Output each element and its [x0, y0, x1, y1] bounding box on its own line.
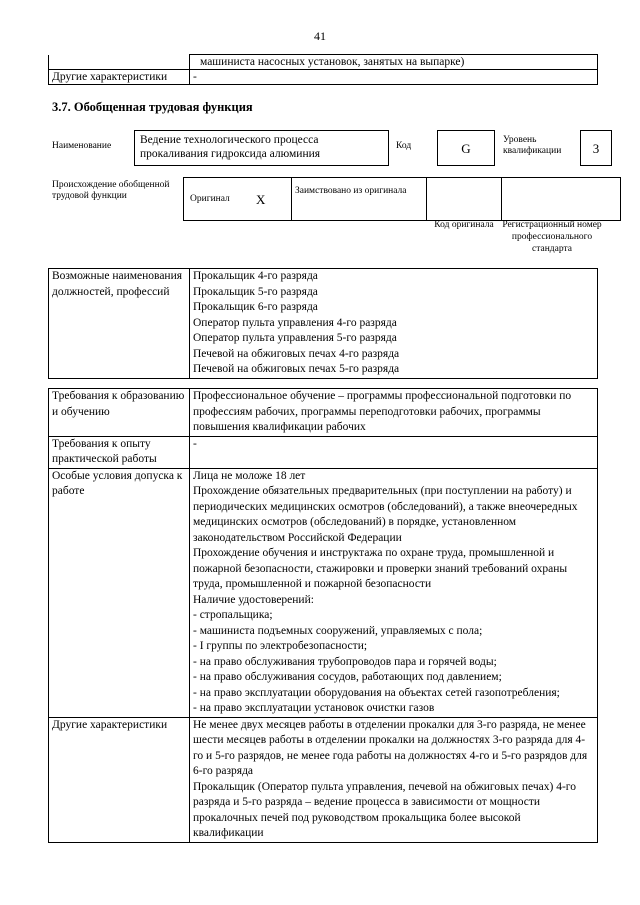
name-value: Ведение технологического процесса прокаливания гидроксида алюминия — [134, 130, 389, 166]
page-number: 41 — [314, 29, 326, 43]
code-value: G — [437, 130, 495, 166]
table-cell — [49, 55, 190, 70]
list-item: Оператор пульта управления 5-го разряда — [193, 332, 397, 344]
list-item: Прокальщик 5-го разряда — [193, 285, 318, 298]
table-row — [49, 55, 598, 70]
original-label: Оригинал — [184, 178, 254, 221]
positions-label: Возможные наименования должностей, профессий — [49, 269, 190, 379]
list-item: Печевой на обжиговых печах 4-го разряда — [193, 347, 400, 360]
continuation-table — [48, 54, 598, 85]
positions-table — [48, 268, 598, 379]
text-line: - на право обслуживания трубопроводов пара и горячей воды; — [193, 655, 497, 668]
origin-table — [183, 177, 621, 221]
table-cell — [427, 178, 502, 221]
text-line: Прохождение обучения и инструктажа по охране труда, промышленной и пожарной безопасности, стажировки и проверки знаний требований охраны труда, промышленной и пожарной безопасности — [193, 547, 568, 590]
row-value — [190, 468, 598, 717]
table-cell: машиниста насосных установок, занятых на выпарке) — [190, 55, 598, 70]
table-row — [49, 269, 598, 379]
table-row — [49, 389, 598, 437]
list-item: Прокальщик 4-го разряда — [193, 270, 318, 282]
text-line: - I группы по электробезопасности; — [193, 640, 368, 652]
list-item: Оператор пульта управления 4-го разряда — [193, 316, 397, 329]
row-label: Другие характеристики — [49, 70, 190, 85]
name-label: Наименование — [52, 141, 112, 151]
row-value — [190, 389, 598, 437]
text-line: - на право эксплуатации установок очистки газов — [193, 702, 435, 714]
text-line: - — [193, 437, 197, 450]
origin-label: Происхождение обобщенной трудовой функции — [52, 180, 170, 201]
text-line: - машиниста подъемных сооружений, управляемых с пола; — [193, 624, 483, 637]
level-value: 3 — [580, 130, 612, 166]
table-row — [49, 436, 598, 468]
row-label: Другие характеристики — [49, 717, 190, 842]
reg-number-label: Регистрационный номер профессионального стандарта — [502, 220, 602, 254]
text-line: Прохождение обязательных предварительных (при поступлении на работу) и периодических медицинских осмотров (обследований), а также внеочередных медицинских осмотров (обследований) в порядке, установленном законодательством Российской Федерации — [193, 485, 578, 544]
list-item: Прокальщик 6-го разряда — [193, 301, 318, 313]
table-row — [49, 468, 598, 717]
row-label: Особые условия допуска к работе — [49, 468, 190, 717]
text-line: - стропальщика; — [193, 609, 273, 621]
text-line: - на право эксплуатации оборудования на объектах сетей газопотребления; — [193, 686, 560, 699]
text-line: Профессиональное обучение – программы профессиональной подготовки по профессиям рабочих, программы переподготовки рабочих, программы повышения квалификации рабочих — [193, 390, 572, 433]
section-title: 3.7. Обобщенная трудовая функция — [52, 100, 253, 114]
code-label: Код — [396, 141, 412, 151]
text-line: - на право обслуживания сосудов, работающих под давлением; — [193, 671, 502, 683]
code-original-label: Код оригинала — [434, 220, 494, 230]
text-line: Не менее двух месяцев работы в отделении прокалки для 3-го разряда, не менее шести месяцев работы в отделении прокалки на должностях 3-го разряда для 4-го и 5-го разрядов, не менее года работы на должностях 4-го и 5-го разрядов для 6-го разряда — [193, 718, 588, 777]
row-label: Требования к образованию и обучению — [49, 389, 190, 437]
table-cell — [502, 178, 621, 221]
borrowed-label: Заимствовано из оригинала — [292, 178, 427, 221]
row-label: Требования к опыту практической работы — [49, 436, 190, 468]
level-label: Уровень квалификации — [503, 135, 562, 156]
row-value — [190, 717, 598, 842]
table-row — [49, 717, 598, 842]
table-row — [49, 70, 598, 85]
list-item: Печевой на обжиговых печах 5-го разряда — [193, 363, 400, 375]
row-value — [190, 436, 598, 468]
text-line: Прокальщик (Оператор пульта управления, печевой на обжиговых печах) 4-го разряда и 5-го разряда – ведение процесса в зависимости от мощности прокалочных печей под руководством прокальщика более высокой квалификации — [193, 780, 576, 839]
original-mark: X — [253, 178, 292, 221]
positions-list — [190, 269, 598, 379]
text-line: Лица не моложе 18 лет — [193, 469, 306, 482]
text-line: Наличие удостоверений: — [193, 593, 314, 606]
requirements-table — [48, 388, 598, 843]
row-value: - — [190, 70, 598, 85]
table-row — [184, 178, 621, 221]
